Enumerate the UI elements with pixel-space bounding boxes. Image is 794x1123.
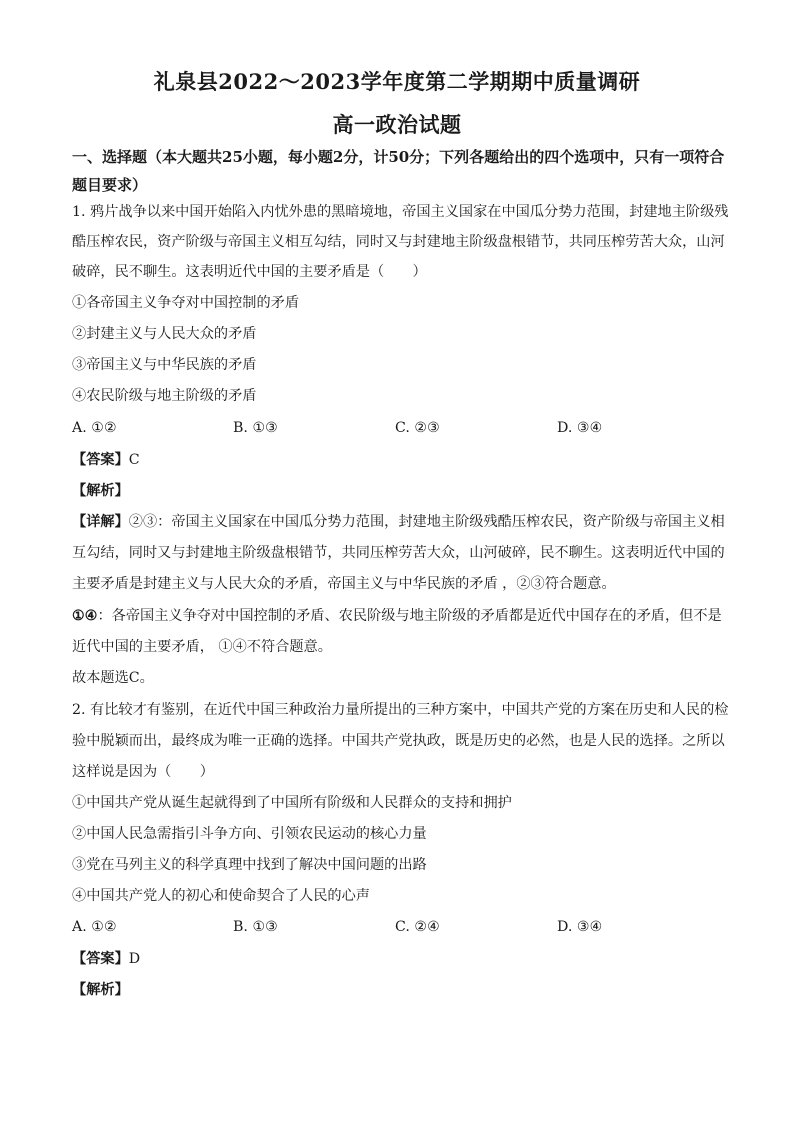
q2-option-b: B. ①③: [233, 919, 278, 935]
answer-value: D: [128, 951, 141, 967]
q1-answer: [72, 450, 140, 470]
detail-label: 【详解】: [72, 514, 129, 530]
q2-option-d: D. ③④: [557, 919, 603, 935]
q2-stem-line: 2. 有比较才有鉴别，在近代中国三种政治力量所提出的三种方案中，中国共产党的方案在历史和人民的检: [72, 702, 729, 718]
answer-value: C: [128, 452, 140, 468]
answer-label: 【答案】: [72, 951, 129, 967]
q1-detail-line: 主要矛盾是封建主义与人民大众的矛盾，帝国主义与中华民族的矛盾 ，②③符合题意。: [72, 576, 616, 592]
detail-text: ：各帝国主义争夺对中国控制的矛盾、农民阶级与地主阶级的矛盾都是近代中国存在的矛盾，但不是: [97, 608, 722, 624]
q1-statement: ③帝国主义与中华民族的矛盾: [72, 357, 257, 373]
q1-option-d: D. ③④: [557, 420, 603, 436]
detail-prefix: ①④: [72, 608, 98, 624]
answer-label: 【答案】: [72, 452, 129, 468]
q1-detail-line: 近代中国的主要矛盾， ①④不符合题意。: [72, 639, 332, 655]
q1-statement: ①各帝国主义争夺对中国控制的矛盾: [72, 295, 300, 311]
q1-detail-line: [72, 606, 722, 626]
q1-stem-line: 酷压榨农民，资产阶级与帝国主义相互勾结，同时又与封建地主阶级盘根错节，共同压榨劳苦大众，山河: [72, 234, 725, 250]
q2-statement: ④中国共产党人的初心和使命契合了人民的心声: [72, 888, 370, 904]
q1-option-a: A. ①②: [72, 420, 117, 436]
detail-text: ②③：帝国主义国家在中国瓜分势力范围，封建地主阶级残酷压榨农民，资产阶级与帝国主义相: [128, 514, 725, 530]
page-subtitle: 高一政治试题: [332, 112, 462, 137]
q2-statement: ②中国人民急需指引斗争方向、引领农民运动的核心力量: [72, 826, 427, 842]
q1-detail-line: 互勾结，同时又与封建地主阶级盘根错节，共同压榨劳苦大众，山河破碎，民不聊生。这表明近代中国的: [72, 545, 725, 561]
page-title: 礼泉县2022～2023学年度第二学期期中质量调研: [153, 69, 641, 94]
q2-stem-line: 验中脱颖而出，最终成为唯一正确的选择。中国共产党执政，既是历史的必然，也是人民的选择。之所以: [72, 733, 725, 749]
q1-analysis-label: 【解析】: [72, 483, 129, 499]
q2-stem-line: 这样说是因为（ ）: [72, 764, 214, 780]
q1-option-c: C. ②③: [395, 420, 440, 436]
q2-analysis-label: 【解析】: [72, 982, 129, 998]
q2-answer: [72, 949, 140, 969]
q1-stem-line: 1. 鸦片战争以来中国开始陷入内忧外患的黑暗境地，帝国主义国家在中国瓜分势力范围，封建地主阶级残: [72, 204, 729, 220]
section-heading: 一、选择题（本大题共25小题，每小题2分，计50分；下列各题给出的四个选项中，只有一项符合题目要求）: [72, 148, 725, 194]
q1-statement: ④农民阶级与地主阶级的矛盾: [72, 388, 257, 404]
q1-conclusion: 故本题选C。: [72, 670, 154, 686]
q2-option-c: C. ②④: [395, 919, 440, 935]
q2-statement: ①中国共产党从诞生起就得到了中国所有阶级和人民群众的支持和拥护: [72, 795, 512, 811]
q2-option-a: A. ①②: [72, 919, 117, 935]
q1-stem-line: 破碎，民不聊生。这表明近代中国的主要矛盾是（ ）: [72, 264, 427, 280]
q1-statement: ②封建主义与人民大众的矛盾: [72, 326, 257, 342]
q1-detail-line: [72, 512, 725, 532]
q2-statement: ③党在马列主义的科学真理中找到了解决中国问题的出路: [72, 857, 427, 873]
q1-option-b: B. ①③: [233, 420, 278, 436]
